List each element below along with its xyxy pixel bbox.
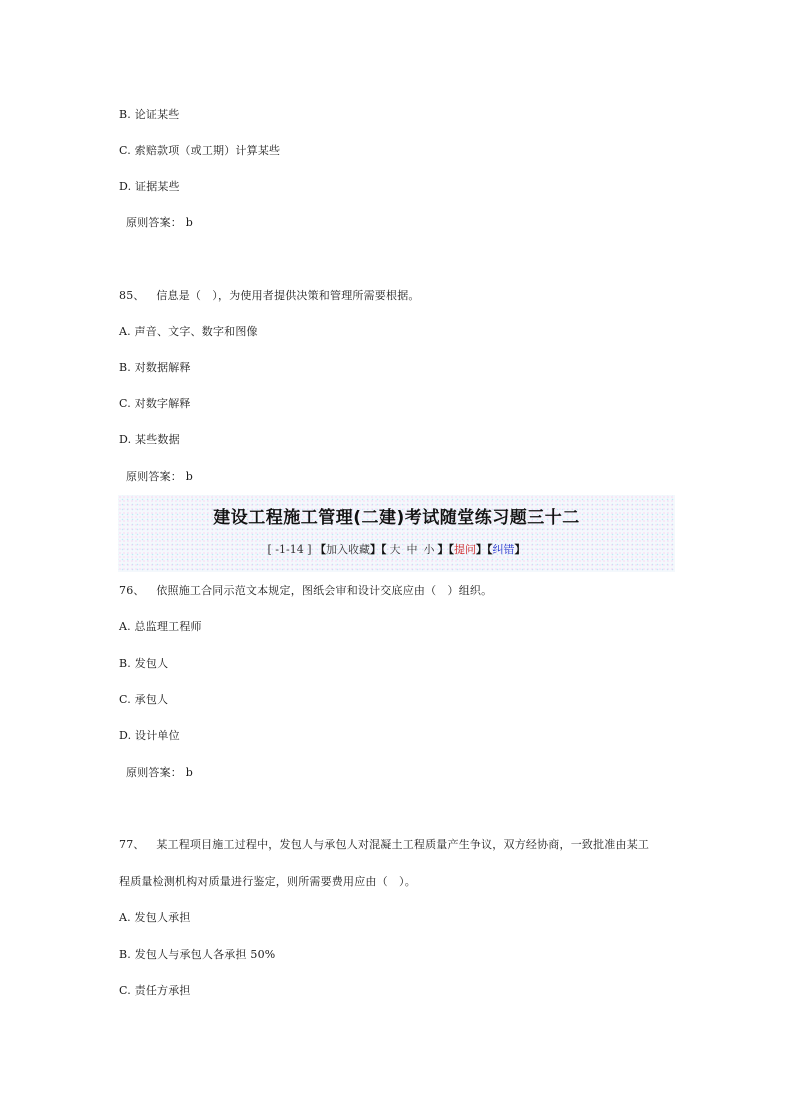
option-letter: B. xyxy=(119,108,131,121)
option-b xyxy=(119,948,275,962)
question-text: 某工程项目施工过程中，发包人与承包人对混凝土工程质量产生争议，双方经协商，一致批准由某工 xyxy=(156,838,650,851)
option-letter: D. xyxy=(119,729,132,742)
answer-value: b xyxy=(185,216,193,229)
bracket-open: 【 xyxy=(381,543,387,556)
option-text: 索赔款项（或工期）计算某些 xyxy=(134,144,281,157)
font-size-small-link[interactable]: 小 xyxy=(423,543,435,556)
option-text: 论证某些 xyxy=(134,108,180,121)
option-d xyxy=(119,729,180,743)
option-letter: B. xyxy=(119,948,131,961)
add-favorite-link[interactable]: 加入收藏 xyxy=(326,543,370,556)
option-b xyxy=(119,657,168,671)
option-letter: D. xyxy=(119,433,132,446)
question-text: 依照施工合同示范文本规定，图纸会审和设计交底应由（ ）组织。 xyxy=(156,584,493,597)
option-letter: B. xyxy=(119,657,131,670)
question-76-stem xyxy=(119,584,492,598)
option-b xyxy=(119,108,180,122)
article-title: 建设工程施工管理(二建)考试随堂练习题三十二 xyxy=(213,508,580,528)
question-number: 76、 xyxy=(119,584,145,597)
standard-answer xyxy=(126,766,193,780)
ask-question-link[interactable]: 提问 xyxy=(454,543,476,556)
option-letter: A. xyxy=(119,911,131,924)
option-c xyxy=(119,144,280,158)
option-text: 设计单位 xyxy=(135,729,180,742)
option-text: 发包人 xyxy=(134,657,169,670)
option-letter: C. xyxy=(119,144,131,157)
question-85-stem xyxy=(119,289,420,303)
bracket-open: 【 xyxy=(448,543,454,556)
bracket-close: 】 xyxy=(514,543,526,556)
answer-value: b xyxy=(185,766,193,779)
option-letter: B. xyxy=(119,361,131,374)
option-text: 总监理工程师 xyxy=(134,620,202,633)
question-text: 程质量检测机构对质量进行鉴定，则所需要费用应由（ ）。 xyxy=(119,875,416,888)
bracket-close: 】 xyxy=(476,543,487,556)
question-77-stem-line2 xyxy=(119,875,416,889)
option-text: 发包人承担 xyxy=(134,911,191,924)
standard-answer xyxy=(126,470,193,484)
answer-label: 原则答案： xyxy=(126,216,182,229)
option-letter: A. xyxy=(119,325,131,338)
option-letter: C. xyxy=(119,984,131,997)
option-text: 承包人 xyxy=(134,693,169,706)
report-error-link[interactable]: 纠错 xyxy=(492,543,515,556)
bracket-close: 】 xyxy=(370,543,381,556)
option-b xyxy=(119,361,191,375)
option-text: 证据某些 xyxy=(135,180,180,193)
option-c xyxy=(119,397,191,411)
option-c xyxy=(119,984,191,998)
option-d xyxy=(119,433,180,447)
question-number: 85、 xyxy=(119,289,145,302)
answer-value: b xyxy=(185,470,193,483)
option-a xyxy=(119,911,191,925)
article-header xyxy=(118,495,675,572)
answer-label: 原则答案： xyxy=(126,766,182,779)
question-77-stem-line1 xyxy=(119,838,649,852)
standard-answer xyxy=(126,216,193,230)
option-text: 某些数据 xyxy=(135,433,180,446)
question-text: 信息是（ ），为使用者提供决策和管理所需要根据。 xyxy=(156,289,420,302)
article-meta-bar xyxy=(118,543,675,557)
option-a xyxy=(119,620,202,634)
bracket-open: 【 xyxy=(487,543,493,556)
option-d xyxy=(119,180,180,194)
publish-date: [ -1-14 ] xyxy=(267,543,312,556)
option-text: 责任方承担 xyxy=(134,984,191,997)
option-letter: C. xyxy=(119,693,131,706)
option-text: 对数据解释 xyxy=(134,361,191,374)
answer-label: 原则答案： xyxy=(126,470,182,483)
bracket-close: 】 xyxy=(437,543,449,556)
font-size-large-link[interactable]: 大 xyxy=(389,543,401,556)
option-a xyxy=(119,325,258,339)
option-text: 发包人与承包人各承担 50% xyxy=(134,948,276,961)
font-size-medium-link[interactable]: 中 xyxy=(406,543,418,556)
option-text: 对数字解释 xyxy=(134,397,191,410)
option-text: 声音、文字、数字和图像 xyxy=(134,325,258,338)
option-letter: C. xyxy=(119,397,131,410)
option-c xyxy=(119,693,168,707)
bracket-open: 【 xyxy=(315,543,326,556)
option-letter: D. xyxy=(119,180,132,193)
question-number: 77、 xyxy=(119,838,145,851)
option-letter: A. xyxy=(119,620,131,633)
